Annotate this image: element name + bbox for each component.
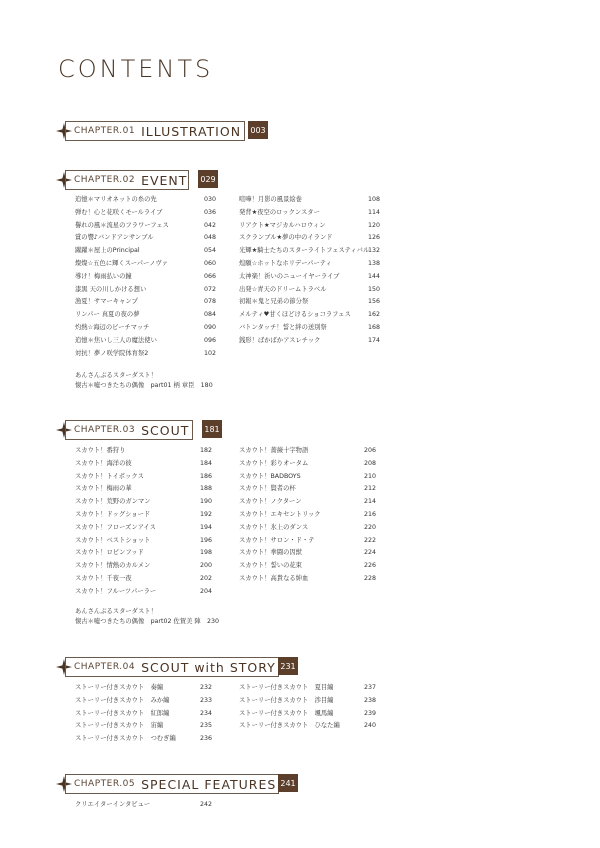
event-bonus-note [75,371,213,391]
toc-entry[interactable] [75,708,213,721]
entry-page: 190 [200,498,213,506]
chapter-number: CHAPTER.04 [74,662,136,672]
entry-title: 喧嘩！月影の風景絵巻 [239,196,302,203]
chapter-page: 181 [202,420,222,438]
entry-page: 102 [204,349,217,357]
toc-entry[interactable] [239,445,377,458]
entry-page: 238 [364,696,377,704]
chapter-name: SCOUT with STORY [141,659,276,675]
toc-entry[interactable] [239,720,377,733]
entry-page: 198 [200,549,213,557]
entry-page: 168 [368,323,381,331]
toc-entry[interactable] [239,708,377,721]
entry-page: 182 [200,447,213,454]
entry-title: 初報＊鬼と兄弟の節分祭 [239,298,309,306]
toc-entry[interactable] [239,522,377,535]
entry-page: 226 [364,562,377,570]
toc-entry[interactable] [239,207,381,220]
toc-entry[interactable] [75,799,213,812]
entry-title: ストーリー付きスカウト ひなた編 [239,722,340,730]
toc-entry[interactable] [75,284,217,297]
entry-page: 232 [200,684,213,691]
entry-page: 236 [200,735,213,743]
toc-entry[interactable] [75,194,217,207]
chapter-name: SCOUT [141,422,190,438]
toc-entry[interactable] [239,560,377,573]
scout-bonus-note [75,607,219,627]
entry-page: 208 [364,459,377,467]
toc-entry[interactable] [239,458,377,471]
story-list-left [75,682,213,746]
toc-entry[interactable] [239,232,381,245]
entry-title: スカウト！賢者の杯 [239,485,296,493]
entry-page: 156 [368,298,381,306]
entry-page: 194 [200,523,213,531]
entry-title: スカウト！薔薇十字物語 [239,447,309,454]
chapter-number: CHAPTER.02 [74,175,136,185]
entry-page: 240 [364,722,377,730]
entry-title: スカウト！荒野のガンマン [75,498,151,506]
toc-entry[interactable] [75,258,217,271]
toc-entry[interactable] [75,348,217,361]
entry-title: スカウト！拳闘の因獣 [239,549,302,557]
entry-page: 174 [368,336,381,344]
toc-entry[interactable] [239,483,377,496]
entry-title: スカウト！千夜一夜 [75,574,132,582]
entry-title: 出発☆青天のドリームトラベル [239,285,327,293]
entry-page: 220 [364,523,377,531]
toc-entry[interactable] [239,194,381,207]
entry-title: スカウト！ドッグショード [75,510,151,518]
toc-entry[interactable] [75,207,217,220]
entry-title: リアクト★マジカルハロウィン [239,221,326,229]
entry-title: ストーリー付きスカウト 奏編 [75,684,164,691]
entry-page: 210 [364,472,377,480]
event-list-right [239,194,381,348]
entry-page: 048 [204,234,217,242]
toc-entry[interactable] [75,682,213,695]
entry-title: 漁夏！サマーキャンプ [75,298,138,306]
note-line: あんさんぶるスターダスト！ [75,608,157,615]
entry-title: 光輝★騎士たちのスターライトフェスティバル [239,247,370,255]
toc-entry[interactable] [75,496,213,509]
special-list-left [75,799,213,812]
entry-title: スカウト！海洋の彼 [75,459,132,467]
chapter-name: ILLUSTRATION [141,123,242,139]
entry-page: 200 [200,562,213,570]
entry-title: バトンタッチ！誓と絆の送別祭 [239,323,327,331]
note-line: あんさんぶるスターダスト！ [75,372,157,379]
entry-page: 138 [368,259,381,267]
toc-entry[interactable] [239,322,381,335]
toc-entry[interactable] [75,232,217,245]
entry-page: 184 [200,459,213,467]
entry-page: 196 [200,536,213,544]
story-list-right [239,682,377,733]
chapter-name: SPECIAL FEATURES [141,776,277,792]
entry-title: 灼熱☆海辺のビーチマッチ [75,323,150,331]
entry-page: 144 [368,272,381,280]
toc-entry[interactable] [75,445,213,458]
toc-entry[interactable] [75,458,213,471]
entry-title: スカウト！フローズンアイス [75,523,156,531]
entry-page: 224 [364,549,377,557]
entry-page: 234 [200,709,213,717]
event-list-left [75,194,217,360]
entry-page: 206 [364,447,377,454]
toc-entry[interactable] [75,535,213,548]
toc-entry[interactable] [75,547,213,560]
entry-title: 燦燦☆五色に輝くスーパーノヴァ [75,259,168,267]
entry-title: スカウト！高貴なる紳血 [239,574,309,582]
toc-entry[interactable] [75,720,213,733]
entry-page: 216 [364,510,377,518]
toc-entry[interactable] [75,220,217,233]
toc-entry[interactable] [75,471,213,484]
chapter-page: 231 [278,657,298,675]
entry-page: 214 [364,498,377,506]
toc-entry[interactable] [239,535,377,548]
toc-entry[interactable] [239,335,381,348]
entry-title: 煌願☆ホットなホリデーパーティ [239,259,332,267]
scout-list-right [239,445,377,586]
toc-entry[interactable] [239,496,377,509]
entry-page: 239 [364,709,377,717]
toc-entry[interactable] [239,682,377,695]
toc-entry[interactable] [75,335,217,348]
entry-page: 084 [204,311,217,319]
entry-page: 188 [200,485,213,493]
entry-page: 204 [200,587,213,595]
entry-page: 108 [368,196,381,203]
chapter-name: EVENT [141,172,188,188]
entry-page: 192 [200,510,213,518]
toc-entry[interactable] [239,271,381,284]
toc-entry[interactable] [239,547,377,560]
entry-page: 212 [364,485,377,493]
entry-page: 222 [364,536,377,544]
entry-title: 譽れの風＊流星のフラワーフェス [75,221,169,229]
entry-page: 030 [204,196,217,203]
chapter-page: 003 [248,121,268,139]
entry-page: 072 [204,285,217,293]
toc-entry[interactable] [239,309,381,322]
entry-title: スカウト！彩りオータム [239,459,309,467]
entry-page: 235 [200,722,213,730]
entry-title: スカウト！氷上のダンス [239,523,309,531]
note-line: 懐古＊嘘つきたちの偶像 part01 柄 章臣 180 [75,382,213,389]
toc-entry[interactable] [239,296,381,309]
entry-title: 追憶＊マリオネットの糸の先 [75,196,157,203]
toc-entry[interactable] [75,733,213,746]
entry-title: メルティ♥甘くほどけるショコラフェス [239,311,351,319]
entry-title: 発背★夜空のロックンスター [239,208,320,216]
entry-title: ストーリー付きスカウト つむぎ編 [75,735,176,743]
entry-title: 銭形！ばかばかアスレチック [239,336,321,344]
entry-page: 042 [204,221,217,229]
toc-entry[interactable] [239,471,377,484]
entry-title: ストーリー付きスカウト みか編 [75,696,170,704]
toc-entry[interactable] [75,695,213,708]
chapter-number: CHAPTER.01 [74,126,136,136]
toc-entry[interactable] [75,309,217,322]
entry-title: 太神楽！祈いのニューイヤーライブ [239,272,340,280]
toc-entry[interactable] [239,509,377,522]
entry-title: スカウト！誓いの花束 [239,562,302,570]
entry-page: 233 [200,696,213,704]
toc-entry[interactable] [239,284,381,297]
entry-title: スカウト！番狩り [75,447,126,454]
toc-entry[interactable] [239,573,377,586]
entry-title: スカウト！梅雨の華 [75,485,132,493]
scout-list-left [75,445,213,599]
toc-entry[interactable] [75,245,217,258]
toc-entry[interactable] [75,586,213,599]
entry-title: ストーリー付きスカウト 宙編 [75,722,164,730]
entry-page: 090 [204,323,217,331]
toc-entry[interactable] [239,258,381,271]
toc-entry[interactable] [75,271,217,284]
chapter-page: 241 [278,774,298,792]
entry-page: 054 [204,247,217,255]
entry-page: 228 [364,574,377,582]
entry-page: 186 [200,472,213,480]
entry-title: スカウト！ロビンフッド [75,549,144,557]
chapter-number: CHAPTER.05 [74,779,136,789]
entry-title: 躍躍＊屋上のPrincipal [75,247,140,255]
toc-entry[interactable] [75,483,213,496]
entry-page: 060 [204,259,217,267]
entry-page: 132 [368,247,381,255]
entry-page: 150 [368,285,381,293]
entry-title: リンパー 真夏の夜の夢 [75,311,140,319]
toc-entry[interactable] [75,322,217,335]
entry-page: 237 [364,684,377,691]
entry-page: 126 [368,234,381,242]
toc-entry[interactable] [239,220,381,233]
entry-title: スカウト！ノクターン [239,498,302,506]
entry-title: スクランブル★夢の中のイランド [239,234,333,242]
entry-title: スカウト！サロン・ド・テ [239,536,315,544]
toc-entry[interactable] [75,573,213,586]
entry-title: スカウト！BADBOYS [239,472,301,480]
entry-page: 202 [200,574,213,582]
page-title: CONTENTS [58,55,214,83]
entry-title: ストーリー付きスカウト 夏目編 [239,684,334,691]
entry-page: 096 [204,336,217,344]
chapter-number: CHAPTER.03 [74,425,136,435]
entry-page: 242 [200,801,213,808]
entry-title: スカウト！エキセントリック [239,510,321,518]
entry-title: 漆黒 天の川しかける想い [75,285,147,293]
entry-title: 追憶＊焦いし三人の魔法使い [75,336,157,344]
entry-page: 078 [204,298,217,306]
entry-title: 弾む！心と花咲くモールライブ [75,208,163,216]
entry-title: スカウト！フルーツパーラー [75,587,157,595]
entry-page: 120 [368,221,381,229]
note-line: 懐古＊嘘つきたちの偶像 part02 佐賀美 陣 230 [75,618,219,625]
entry-page: 066 [204,272,217,280]
entry-title: スカウト！トイボックス [75,472,144,480]
entry-title: ストーリー付きスカウト 紅郎編 [75,709,170,717]
toc-entry[interactable] [75,522,213,535]
toc-entry[interactable] [75,509,213,522]
toc-entry[interactable] [239,695,377,708]
chapter-page: 029 [198,170,218,188]
entry-title: クリエイターインタビュー [75,801,151,808]
entry-title: 対抗！夢ノ咲学院体育祭2 [75,349,149,357]
entry-page: 114 [368,208,381,216]
entry-title: スカウト！ベストショット [75,536,151,544]
entry-title: 導け！梅雨払いの鐘 [75,272,132,280]
entry-title: ストーリー付きスカウト 颯馬編 [239,709,334,717]
toc-entry[interactable] [75,560,213,573]
entry-title: 賞の響♪バンドアンサンブル [75,234,154,242]
entry-title: ストーリー付きスカウト 渉目編 [239,696,334,704]
entry-page: 036 [204,208,217,216]
toc-entry[interactable] [75,296,217,309]
entry-title: スカウト！情熱のカルメン [75,562,151,570]
toc-entry[interactable] [239,245,381,258]
entry-page: 162 [368,311,381,319]
